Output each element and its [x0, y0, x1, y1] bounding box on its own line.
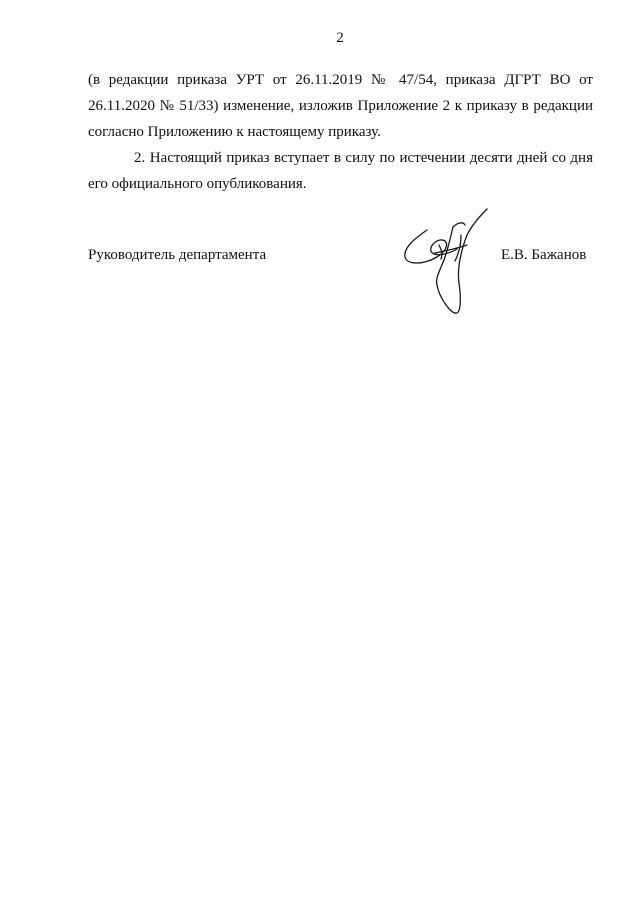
paragraph-2-line-2: его официального опубликования.: [88, 176, 307, 192]
paragraph-1-line-2: 26.11.2020 № 51/33) изменение, изложив Приложение 2 к приказу в редакции: [88, 98, 593, 114]
paragraph-1-line-1: (в редакции приказа УРТ от 26.11.2019 № 47/54, приказа ДГРТ ВО от: [88, 72, 593, 88]
paragraph-2-line-1: 2. Настоящий приказ вступает в силу по истечении десяти дней со дня: [134, 150, 593, 166]
paragraph-1-line-3: согласно Приложению к настоящему приказу.: [88, 124, 381, 140]
signatory-position: Руководитель департамента: [88, 247, 267, 263]
handwritten-signature: [395, 205, 495, 320]
signatory-name: Е.В. Бажанов: [501, 247, 587, 263]
page-number: 2: [336, 30, 344, 46]
